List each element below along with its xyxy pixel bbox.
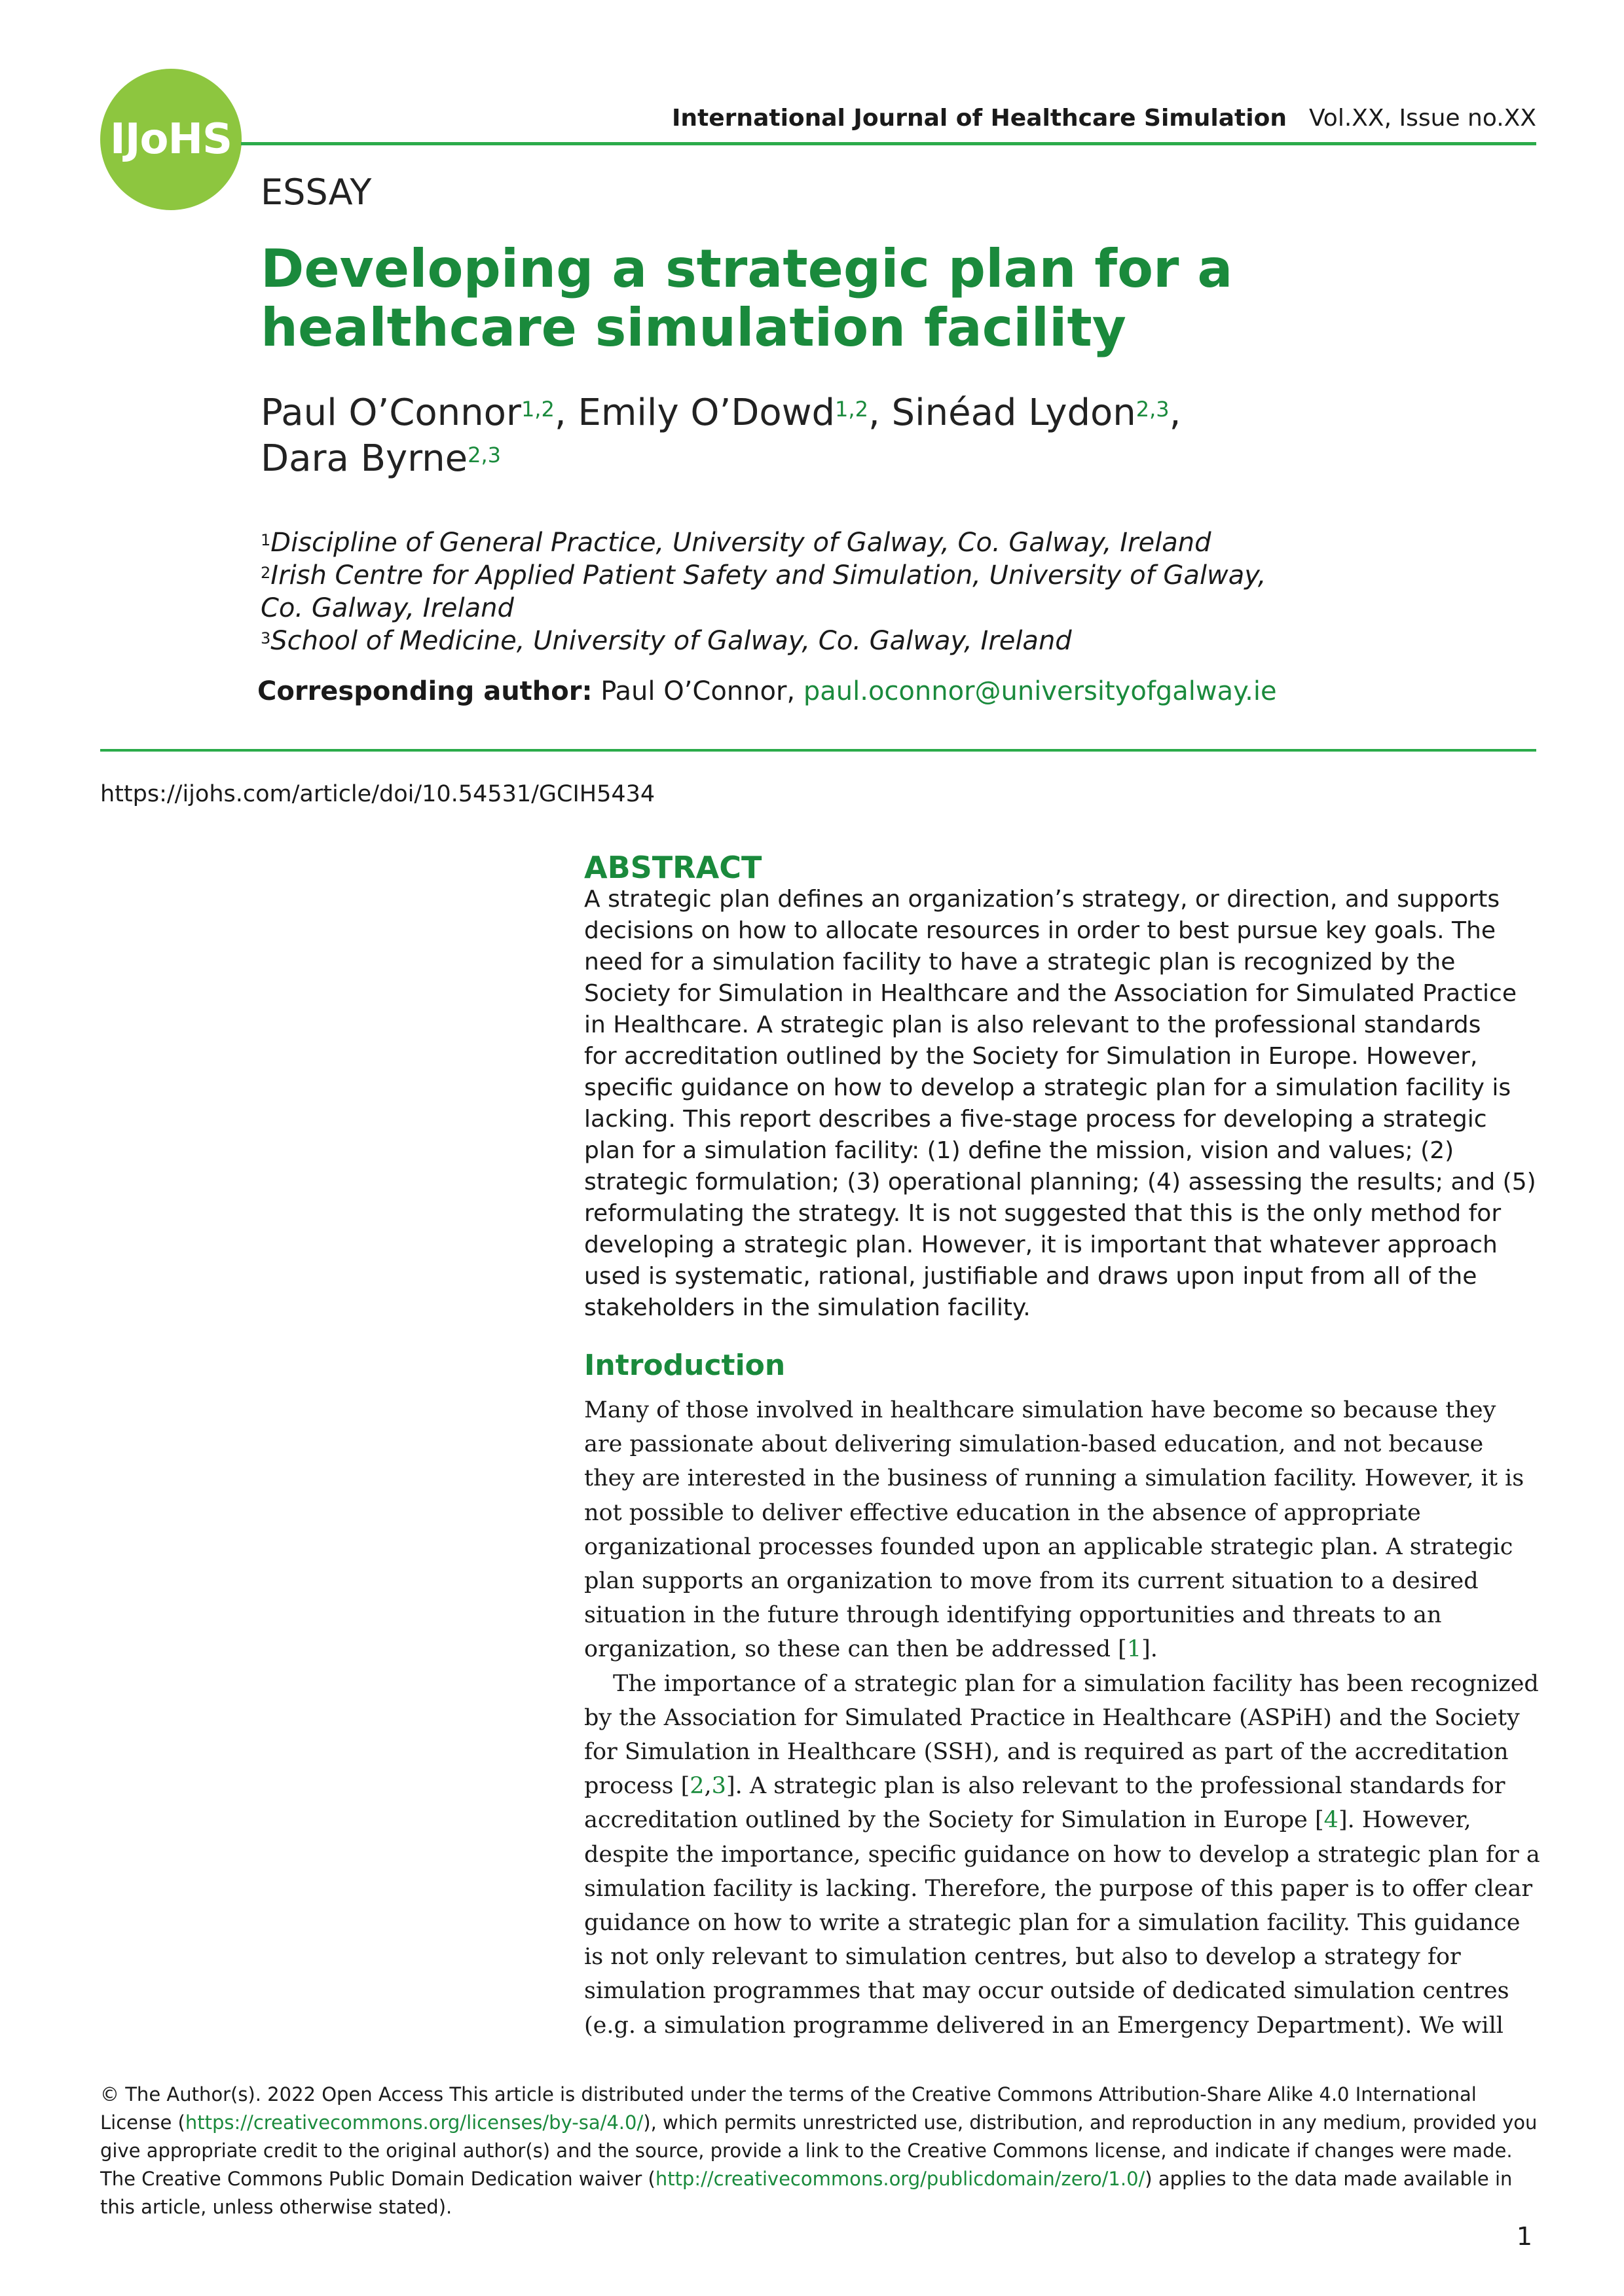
corresponding-label: Corresponding author: <box>257 676 593 706</box>
abstract-line: for accreditation outlined by the Society for Simulation in Europe. However, <box>584 1043 1478 1070</box>
text-run: ]. However, despite the importance, specific guidance on how to develop a strategic plan for a simulation facility is lacking. Therefore, the purpose of this paper is to offer clear guidance on how to write a strategic plan for a simulation facility. This guidance is not only relevant to simulation centres, but also to develop a strategy for simulation programmes that may occur outside of dedicated simulation centres (e.g. a simulation programme delivered in an Emergency Department). We will <box>584 1807 1540 2039</box>
abstract-line: in Healthcare. A strategic plan is also relevant to the professional standards <box>584 1011 1481 1038</box>
abstract-line: developing a strategic plan. However, it is important that whatever approach <box>584 1231 1498 1258</box>
affiliation-text: Discipline of General Practice, University of Galway, Co. Galway, Ireland <box>270 528 1211 558</box>
affiliation-continued: Co. Galway, Ireland <box>261 593 514 623</box>
abstract-line: stakeholders in the simulation facility. <box>584 1294 1031 1321</box>
page-number: 1 <box>1516 2222 1532 2251</box>
abstract-line: specific guidance on how to develop a strategic plan for a simulation facility is <box>584 1074 1511 1101</box>
affiliation-text: School of Medicine, University of Galway, Co. Galway, Ireland <box>270 626 1072 656</box>
affiliation-number: 2 <box>261 564 271 582</box>
citation-link[interactable]: 4 <box>1323 1807 1338 1834</box>
abstract-line: reformulating the strategy. It is not suggested that this is the only method for <box>584 1200 1502 1227</box>
abstract-line: decisions on how to allocate resources in order to best pursue key goals. The <box>584 917 1496 944</box>
affiliation <box>261 625 1505 657</box>
author-affil-ref[interactable]: 1,2 <box>521 397 555 422</box>
abstract-line: A strategic plan defines an organization’s strategy, or direction, and supports <box>584 886 1500 913</box>
header-rule <box>241 142 1536 145</box>
text-run: Many of those involved in healthcare simulation have become so because they are passionate about delivering simulation-based education, and not because they are interested in the business of running a simulation facility. However, it is not possible to deliver effective education in the absence of appropriate organizational processes founded upon an applicable strategic plan. A strategic plan supports an organization to move from its current situation to a desired situation in the future through identifying opportunities and threats to an organization, so these can then be addressed [ <box>584 1397 1524 1663</box>
author-separator: , <box>868 392 892 434</box>
article-title <box>261 240 1505 357</box>
text-run: , <box>704 1773 712 1800</box>
title-line-1: Developing a strategic plan for a <box>261 238 1233 299</box>
citation-link[interactable]: 2 <box>690 1773 705 1800</box>
abstract-line: need for a simulation facility to have a strategic plan is recognized by the <box>584 949 1456 975</box>
text-run: ) applies to the data made available in this article, unless otherwise stated). <box>100 2168 1513 2218</box>
volume-issue: Vol.XX, Issue no.XX <box>1308 105 1536 132</box>
abstract-line: strategic formulation; (3) operational planning; (4) assessing the results; and (5) <box>584 1169 1536 1195</box>
affiliation <box>261 559 1505 592</box>
paragraph-2 <box>584 1667 1540 2043</box>
affiliation-number: 1 <box>261 531 271 549</box>
journal-header <box>672 105 1536 132</box>
citation-link[interactable]: 1 <box>1126 1636 1142 1663</box>
affiliation-text: Irish Centre for Applied Patient Safety and Simulation, University of Galway, <box>270 560 1266 591</box>
abstract-heading: ABSTRACT <box>584 850 762 885</box>
author-affil-ref[interactable]: 2,3 <box>1135 397 1170 422</box>
journal-name: International Journal of Healthcare Simulation <box>672 105 1287 132</box>
author-name: Paul O’Connor <box>261 392 521 434</box>
text-run: ]. A strategic plan is also relevant to the professional standards for accreditation outlined by the Society for Simulation in Europe [ <box>584 1773 1505 1834</box>
text-run: © The Author(s). 2022 Open Access This article is distributed under the terms of the Creative Commons Attribution-Share Alike 4.0 International License ( <box>100 2083 1477 2134</box>
affiliation-number: 3 <box>261 629 271 647</box>
abstract-body <box>584 884 1540 1324</box>
license-notice <box>100 2081 1538 2221</box>
paragraph-1 <box>584 1393 1540 1667</box>
text-run: ]. <box>1141 1636 1158 1663</box>
author-separator: , <box>1169 392 1181 434</box>
corresponding-author <box>257 676 1277 706</box>
journal-logo: IJoHS <box>100 69 242 210</box>
author-affil-ref[interactable]: 1,2 <box>835 397 868 422</box>
author-name: Emily O’Dowd <box>578 392 836 434</box>
author-affil-ref[interactable]: 2,3 <box>468 443 502 467</box>
corresponding-email-link[interactable]: paul.oconnor@universityofgalway.ie <box>803 676 1277 706</box>
abstract-line: used is systematic, rational, justifiable and draws upon input from all of the <box>584 1263 1477 1290</box>
affiliation <box>261 526 1505 559</box>
text-run: The importance of a strategic plan for a simulation facility has been recognized by the Association for Simulated Practice in Healthcare (ASPiH) and the Society for Simulation in Healthcare (SSH), and is required as part of the accreditation process [ <box>584 1670 1539 1800</box>
introduction-body <box>584 1393 1540 2043</box>
abstract-line: plan for a simulation facility: (1) define the mission, vision and values; (2) <box>584 1137 1454 1164</box>
author-list <box>261 390 1505 482</box>
article-type: ESSAY <box>261 172 372 213</box>
affiliations <box>261 526 1505 657</box>
text-run: ), which permits unrestricted use, distribution, and reproduction in any medium, provided you give appropriate credit to the original author(s) and the source, provide a link to the Creative Commons license, and indicate if changes were made. The Creative Commons Public Domain Dedication waiver ( <box>100 2111 1538 2190</box>
license-link[interactable]: https://creativecommons.org/licenses/by-sa/4.0/ <box>185 2111 644 2134</box>
section-rule <box>100 749 1536 752</box>
introduction-heading: Introduction <box>584 1349 786 1382</box>
license-link[interactable]: http://creativecommons.org/publicdomain/zero/1.0/ <box>655 2168 1145 2190</box>
title-line-2: healthcare simulation facility <box>261 297 1126 358</box>
abstract-line: Society for Simulation in Healthcare and the Association for Simulated Practice <box>584 980 1517 1007</box>
corresponding-name: Paul O’Connor, <box>600 676 796 706</box>
author-name: Sinéad Lydon <box>891 392 1136 434</box>
author-name: Dara Byrne <box>261 437 468 480</box>
doi-link[interactable]: https://ijohs.com/article/doi/10.54531/GCIH5434 <box>100 781 655 807</box>
abstract-line: lacking. This report describes a five-stage process for developing a strategic <box>584 1106 1487 1133</box>
author-separator: , <box>554 392 578 434</box>
citation-link[interactable]: 3 <box>711 1773 726 1800</box>
